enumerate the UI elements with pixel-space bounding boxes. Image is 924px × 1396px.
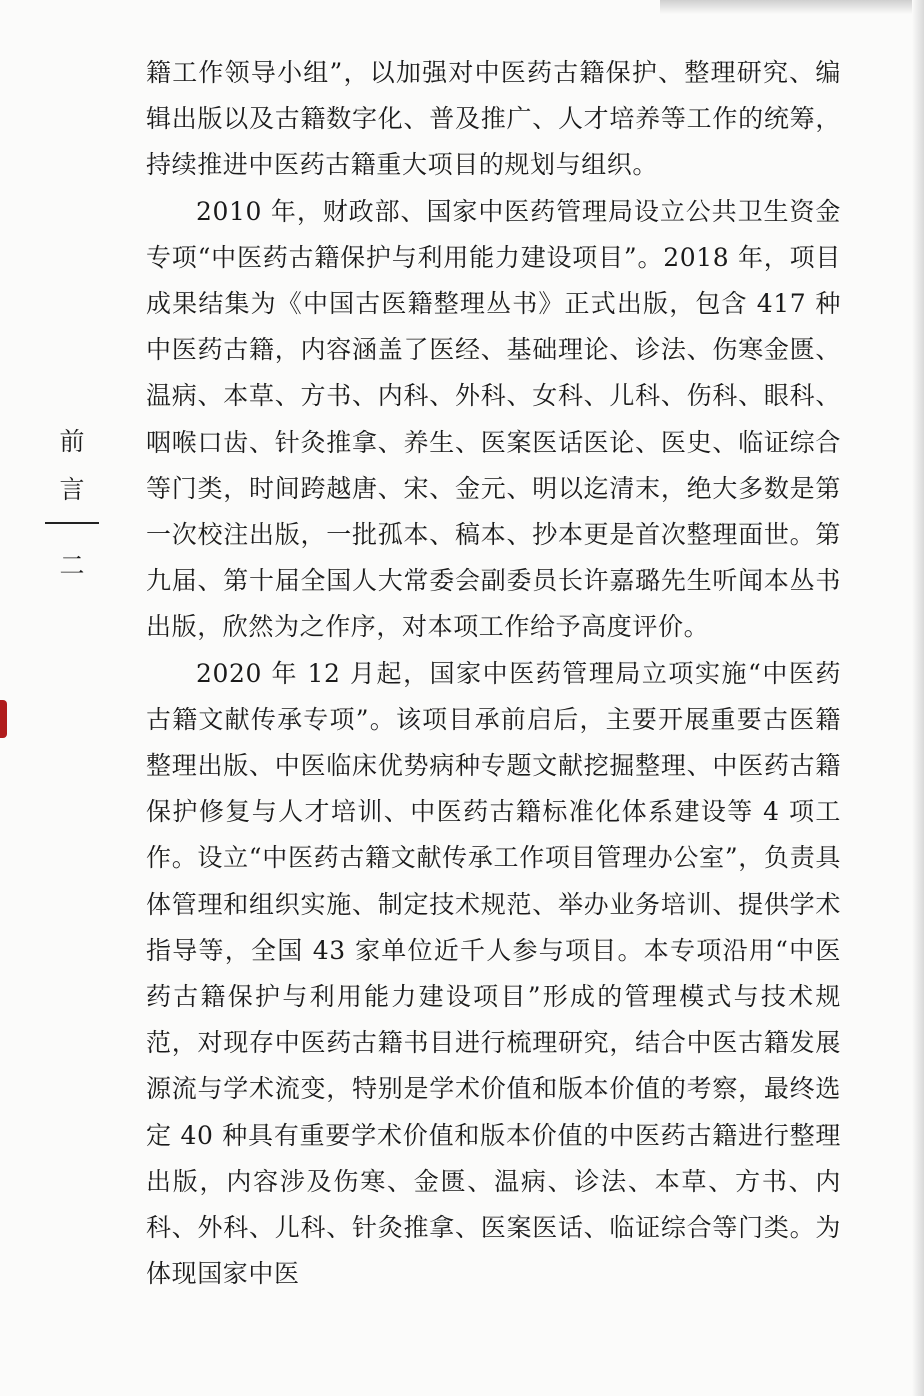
running-head-char-2: 言	[59, 475, 85, 504]
left-edge-red-mark	[0, 700, 7, 738]
paragraph-2010-project: 2010 年，财政部、国家中医药管理局设立公共卫生资金专项“中医药古籍保护与利用能力建设项目”。2018 年，项目成果结集为《中国古医籍整理丛书》正式出版，包含 417 种中医药古籍，内容涵盖了医经、基础理论、诊法、伤寒金匮、温病、本草、方书、内科、外科、女科、儿科、伤科、眼科、咽喉口齿、针灸推拿、养生、医案医话医论、医史、临证综合等门类，时间跨越唐、宋、金元、明以迄清末，绝大多数是第一次校注出版，一批孤本、稿本、抄本更是首次整理面世。第九届、第十届全国人大常委会副委员长许嘉璐先生听闻本丛书出版，欣然为之作序，对本项工作给予高度评价。	[146, 196, 841, 642]
paragraph-continued: 籍工作领导小组”，以加强对中医药古籍保护、整理研究、编辑出版以及古籍数字化、普及推广、人才培养等工作的统筹，持续推进中医药古籍重大项目的规划与组织。	[146, 58, 841, 180]
body-text	[146, 50, 841, 1297]
running-head-char-1: 前	[59, 427, 85, 456]
paragraph-2020-project: 2020 年 12 月起，国家中医药管理局立项实施“中医药古籍文献传承专项”。该项目承前启后，主要开展重要古医籍整理出版、中医临床优势病种专题文献挖掘整理、中医药古籍保护修复与人才培训、中医药古籍标准化体系建设等 4 项工作。设立“中医药古籍文献传承工作项目管理办公室”，负责具体管理和组织实施、制定技术规范、举办业务培训、提供学术指导等，全国 43 家单位近千人参与项目。本专项沿用“中医药古籍保护与利用能力建设项目”形成的管理模式与技术规范，对现存中医药古籍书目进行梳理研究，结合中医古籍发展源流与学术流变，特别是学术价值和版本价值的考察，最终选定 40 种具有重要学术价值和版本价值的中医药古籍进行整理出版，内容涉及伤寒、金匮、温病、诊法、本草、方书、内科、外科、儿科、针灸推拿、医案医话、临证综合等门类。为体现国家中医	[146, 658, 841, 1289]
side-running-head	[52, 418, 92, 590]
page-number: 二	[59, 551, 85, 580]
page-edge-shadow-top	[660, 0, 924, 14]
page-edge-shadow-right	[912, 0, 924, 1396]
running-head-divider	[45, 522, 99, 524]
